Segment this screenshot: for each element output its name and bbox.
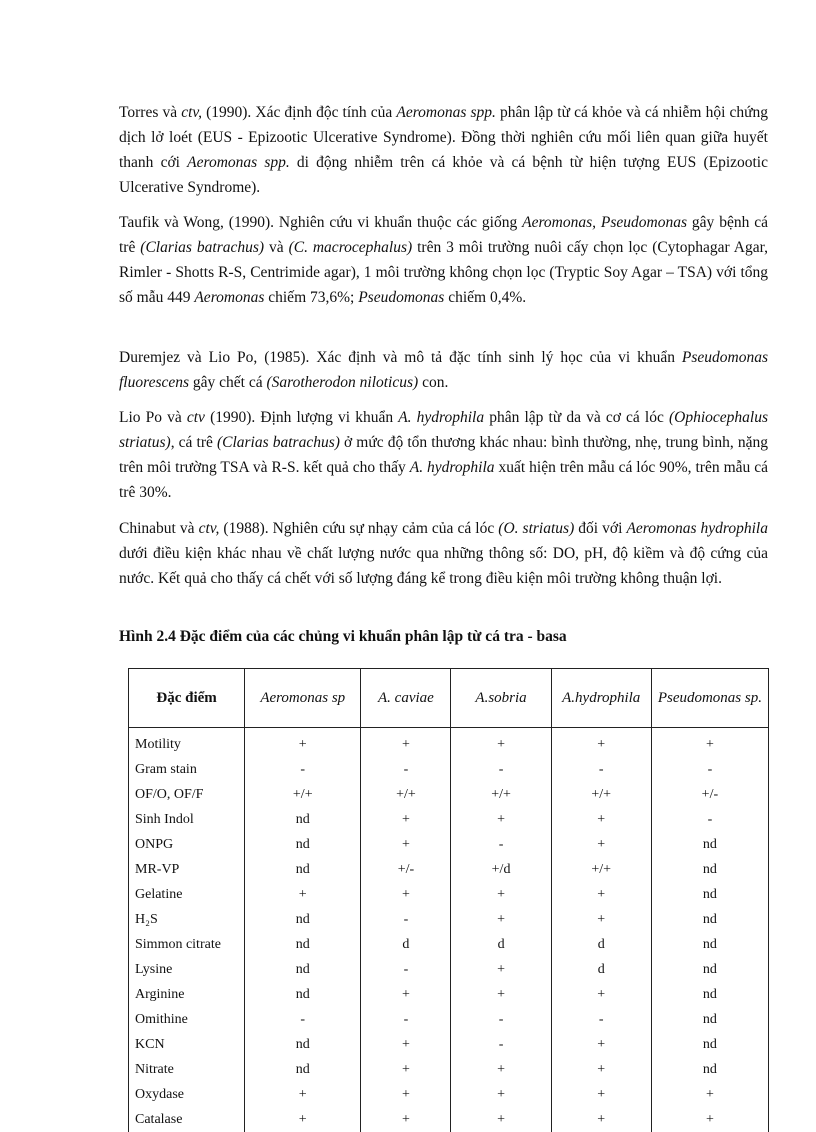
- pseudomonas-sp-value: nd: [651, 1007, 768, 1032]
- paragraph-text: , cá trê: [171, 434, 217, 451]
- a-caviae-value: +: [361, 1107, 451, 1132]
- table-row: [129, 882, 769, 907]
- a-hydrophila-value: d: [551, 932, 651, 957]
- feature-name: Nitrate: [129, 1057, 245, 1082]
- paragraph-text: phân lập từ da và cơ cá lóc: [484, 409, 669, 426]
- aeromonas-sp-value: +/+: [245, 782, 361, 807]
- italic-term: Pseudomonas: [358, 289, 444, 306]
- a-sobria-value: +: [451, 982, 551, 1007]
- aeromonas-sp-value: nd: [245, 957, 361, 982]
- table-row: [129, 857, 769, 882]
- bacteria-characteristics-table: [128, 668, 769, 1132]
- a-hydrophila-value: +: [551, 1107, 651, 1132]
- paragraph-lio-po: [119, 405, 768, 505]
- italic-term: A. hydrophila: [410, 459, 495, 476]
- pseudomonas-sp-value: nd: [651, 857, 768, 882]
- paragraph-text: đối với: [574, 520, 626, 537]
- header-aeromonas-sp: Aeromonas sp: [245, 669, 361, 728]
- italic-term: Aeromonas: [194, 289, 264, 306]
- table-row: [129, 728, 769, 758]
- feature-name: KCN: [129, 1032, 245, 1057]
- paragraph-text: và: [264, 239, 289, 256]
- pseudomonas-sp-value: nd: [651, 1032, 768, 1057]
- aeromonas-sp-value: nd: [245, 857, 361, 882]
- italic-term: (Sarotherodon niloticus): [267, 374, 419, 391]
- a-sobria-value: +: [451, 1082, 551, 1107]
- pseudomonas-sp-value: -: [651, 757, 768, 782]
- table-row: [129, 957, 769, 982]
- aeromonas-sp-value: +: [245, 728, 361, 758]
- paragraph-text: xuất hiện trên mẫu cá lóc 90%, trên mẫu cá trê 30%.: [119, 459, 768, 501]
- a-sobria-value: -: [451, 1007, 551, 1032]
- paragraph-text: (1990). Xác định độc tính của: [202, 104, 396, 121]
- italic-term: (Clarias batrachus): [217, 434, 340, 451]
- a-sobria-value: +: [451, 807, 551, 832]
- italic-term: A. hydrophila: [398, 409, 484, 426]
- a-sobria-value: -: [451, 757, 551, 782]
- table-row: [129, 1007, 769, 1032]
- a-caviae-value: +/+: [361, 782, 451, 807]
- a-sobria-value: +/d: [451, 857, 551, 882]
- table-row: [129, 782, 769, 807]
- a-hydrophila-value: +/+: [551, 857, 651, 882]
- pseudomonas-sp-value: nd: [651, 957, 768, 982]
- aeromonas-sp-value: +: [245, 1082, 361, 1107]
- a-hydrophila-value: +: [551, 882, 651, 907]
- a-sobria-value: +/+: [451, 782, 551, 807]
- feature-name: Omithine: [129, 1007, 245, 1032]
- table-row: [129, 907, 769, 932]
- a-hydrophila-value: +: [551, 907, 651, 932]
- a-hydrophila-value: +: [551, 1082, 651, 1107]
- a-sobria-value: +: [451, 1107, 551, 1132]
- italic-term: Aeromonas, Pseudomonas: [522, 214, 687, 231]
- italic-term: ctv,: [181, 104, 202, 121]
- paragraph-text: dưới điều kiện khác nhau về chất lượng nước qua những thông số: DO, pH, độ kiềm và độ cứng của nước. Kết quả cho thấy cá chết với số lượng đáng kể trong điều kiện môi trường không thuận lợi.: [119, 545, 768, 587]
- a-hydrophila-value: +: [551, 728, 651, 758]
- italic-term: ctv,: [199, 520, 220, 537]
- paragraph-text: Duremjez và Lio Po, (1985). Xác định và mô tả đặc tính sinh lý học của vi khuẩn: [119, 349, 682, 366]
- italic-term: (Clarias batrachus): [140, 239, 264, 256]
- italic-term: Aeromonas spp.: [187, 154, 290, 171]
- italic-term: (Ophiocephalus striatus): [119, 409, 768, 451]
- pseudomonas-sp-value: nd: [651, 882, 768, 907]
- paragraph-text: gây chết cá: [189, 374, 266, 391]
- italic-term: Pseudomonas fluorescens: [119, 349, 768, 391]
- feature-name: MR-VP: [129, 857, 245, 882]
- paragraph-text: chiếm 0,4%.: [444, 289, 526, 306]
- a-caviae-value: -: [361, 957, 451, 982]
- feature-name: Arginine: [129, 982, 245, 1007]
- aeromonas-sp-value: nd: [245, 932, 361, 957]
- paragraph-text: di động nhiễm trên cá khỏe và cá bệnh từ hiện tượng EUS (Epizootic Ulcerative Syndrome).: [119, 154, 768, 196]
- a-sobria-value: +: [451, 1057, 551, 1082]
- pseudomonas-sp-value: nd: [651, 982, 768, 1007]
- table-row: [129, 832, 769, 857]
- italic-term: Aeromonas spp.: [396, 104, 496, 121]
- paragraph-text: Torres và: [119, 104, 181, 121]
- feature-name: Lysine: [129, 957, 245, 982]
- header-a-sobria: A.sobria: [451, 669, 551, 728]
- a-hydrophila-value: +: [551, 1032, 651, 1057]
- table-row: [129, 757, 769, 782]
- aeromonas-sp-value: nd: [245, 907, 361, 932]
- paragraph-text: phân lập từ cá khỏe và cá nhiễm hội chứng dịch lở loét (EUS - Epizootic Ulcerative Syndrome). Đồng thời nghiên cứu mối liên quan giữa huyết thanh cới: [119, 104, 768, 171]
- pseudomonas-sp-value: nd: [651, 1057, 768, 1082]
- table-row: [129, 932, 769, 957]
- a-caviae-value: +: [361, 1032, 451, 1057]
- pseudomonas-sp-value: -: [651, 807, 768, 832]
- paragraph-text: Lio Po và: [119, 409, 187, 426]
- table-row: [129, 1082, 769, 1107]
- a-caviae-value: +: [361, 1057, 451, 1082]
- a-sobria-value: -: [451, 1032, 551, 1057]
- a-caviae-value: d: [361, 932, 451, 957]
- paragraph-text: chiếm 73,6%;: [264, 289, 358, 306]
- feature-name: ONPG: [129, 832, 245, 857]
- pseudomonas-sp-value: +/-: [651, 782, 768, 807]
- aeromonas-sp-value: nd: [245, 832, 361, 857]
- header-a-caviae: A. caviae: [361, 669, 451, 728]
- aeromonas-sp-value: nd: [245, 1057, 361, 1082]
- table-row: [129, 1107, 769, 1132]
- feature-name: Gelatine: [129, 882, 245, 907]
- feature-name: Motility: [129, 728, 245, 758]
- pseudomonas-sp-value: nd: [651, 907, 768, 932]
- a-sobria-value: +: [451, 882, 551, 907]
- aeromonas-sp-value: +: [245, 882, 361, 907]
- a-hydrophila-value: -: [551, 1007, 651, 1032]
- paragraph-text: con.: [418, 374, 448, 391]
- feature-name: Catalase: [129, 1107, 245, 1132]
- header-pseudomonas-sp: Pseudomonas sp.: [651, 669, 768, 728]
- a-caviae-value: +: [361, 728, 451, 758]
- paragraph-text: trên 3 môi trường nuôi cấy chọn lọc (Cytophagar Agar, Rimler - Shotts R-S, Centrimide agar), 1 môi trường không chọn lọc (Tryptic Soy Agar – TSA) với tổng số mẫu 449: [119, 239, 768, 306]
- italic-term: (O. striatus): [498, 520, 574, 537]
- paragraph-text: ở mức độ tổn thương khác nhau: bình thường, nhẹ, trung bình, nặng trên môi trường TSA và R-S. kết quả cho thấy: [119, 434, 768, 476]
- paragraph-taufik: [119, 210, 768, 310]
- a-hydrophila-value: +: [551, 807, 651, 832]
- a-caviae-value: -: [361, 1007, 451, 1032]
- italic-term: (C. macrocephalus): [289, 239, 413, 256]
- table-row: [129, 1032, 769, 1057]
- a-caviae-value: +: [361, 1082, 451, 1107]
- aeromonas-sp-value: nd: [245, 1032, 361, 1057]
- pseudomonas-sp-value: nd: [651, 832, 768, 857]
- a-hydrophila-value: +: [551, 1057, 651, 1082]
- pseudomonas-sp-value: +: [651, 728, 768, 758]
- aeromonas-sp-value: -: [245, 757, 361, 782]
- italic-term: ctv: [187, 409, 205, 426]
- feature-name: Oxydase: [129, 1082, 245, 1107]
- figure-caption: Hình 2.4 Đặc điểm của các chủng vi khuẩn phân lập từ cá tra - basa: [119, 628, 768, 646]
- a-caviae-value: -: [361, 757, 451, 782]
- a-caviae-value: +: [361, 832, 451, 857]
- feature-name: Gram stain: [129, 757, 245, 782]
- table-body: [129, 728, 769, 1132]
- a-caviae-value: +/-: [361, 857, 451, 882]
- paragraph-chinabut: [119, 516, 768, 591]
- table-header-row: [129, 669, 769, 728]
- a-sobria-value: +: [451, 907, 551, 932]
- aeromonas-sp-value: +: [245, 1107, 361, 1132]
- pseudomonas-sp-value: +: [651, 1082, 768, 1107]
- a-caviae-value: +: [361, 807, 451, 832]
- aeromonas-sp-value: nd: [245, 982, 361, 1007]
- paragraph-torres: [119, 100, 768, 200]
- table-row: [129, 807, 769, 832]
- a-sobria-value: d: [451, 932, 551, 957]
- feature-name: OF/O, OF/F: [129, 782, 245, 807]
- paragraph-text: Taufik và Wong, (1990). Nghiên cứu vi khuẩn thuộc các giống: [119, 214, 522, 231]
- header-feature: Đặc điểm: [129, 669, 245, 728]
- paragraph-duremjez: [119, 345, 768, 395]
- a-sobria-value: +: [451, 957, 551, 982]
- a-caviae-value: +: [361, 882, 451, 907]
- table-row: [129, 1057, 769, 1082]
- feature-name: Sinh Indol: [129, 807, 245, 832]
- aeromonas-sp-value: nd: [245, 807, 361, 832]
- a-hydrophila-value: d: [551, 957, 651, 982]
- a-hydrophila-value: +/+: [551, 782, 651, 807]
- a-caviae-value: +: [361, 982, 451, 1007]
- feature-name: H₂S: [129, 907, 245, 932]
- paragraph-text: (1988). Nghiên cứu sự nhạy cảm của cá lóc: [219, 520, 498, 537]
- header-a-hydrophila: A.hydrophila: [551, 669, 651, 728]
- a-sobria-value: +: [451, 728, 551, 758]
- pseudomonas-sp-value: nd: [651, 932, 768, 957]
- a-sobria-value: -: [451, 832, 551, 857]
- a-hydrophila-value: -: [551, 757, 651, 782]
- a-hydrophila-value: +: [551, 832, 651, 857]
- paragraph-text: gây bệnh cá trê: [119, 214, 768, 256]
- table-row: [129, 982, 769, 1007]
- feature-name: Simmon citrate: [129, 932, 245, 957]
- paragraph-text: Chinabut và: [119, 520, 199, 537]
- italic-term: Aeromonas hydrophila: [626, 520, 768, 537]
- paragraph-text: (1990). Định lượng vi khuẩn: [205, 409, 398, 426]
- pseudomonas-sp-value: +: [651, 1107, 768, 1132]
- a-caviae-value: -: [361, 907, 451, 932]
- aeromonas-sp-value: -: [245, 1007, 361, 1032]
- a-hydrophila-value: +: [551, 982, 651, 1007]
